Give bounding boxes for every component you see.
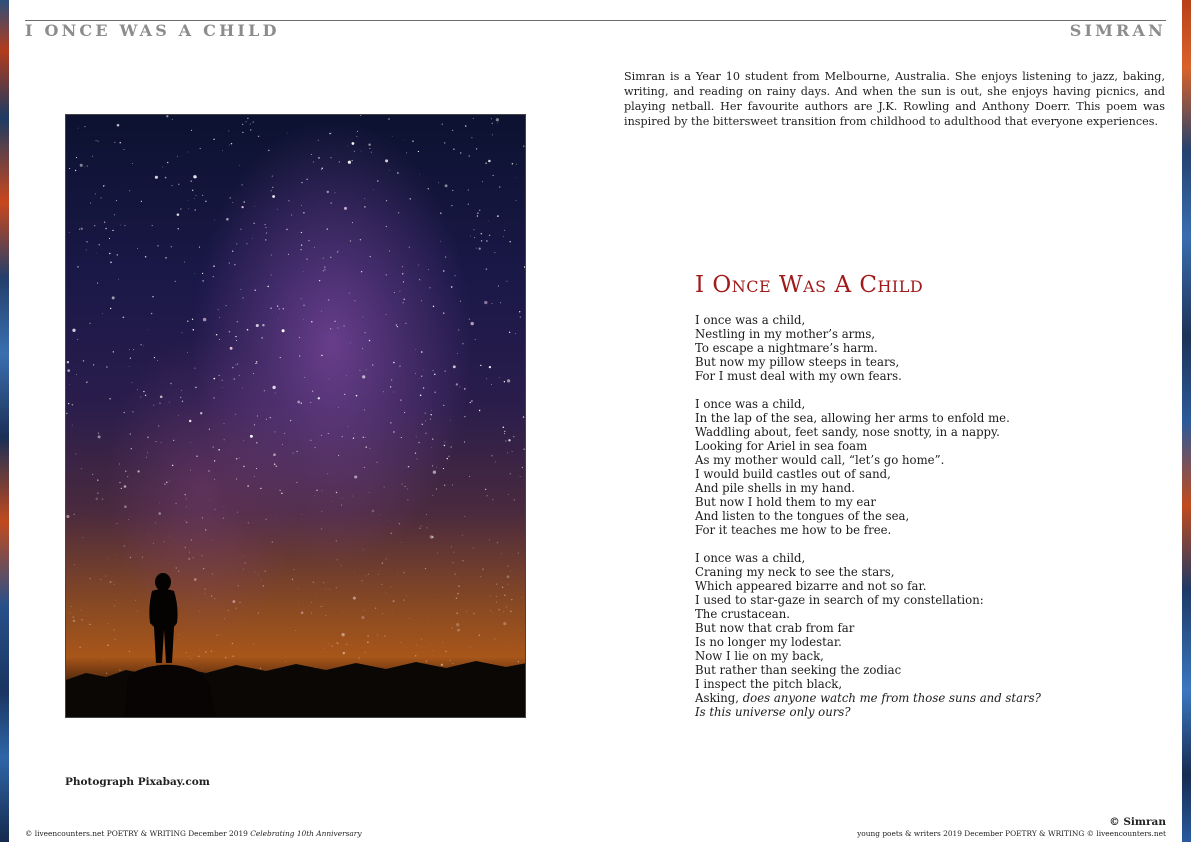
poem-title: I Once Was A Child (695, 272, 924, 298)
decorative-right-edge (1182, 0, 1191, 842)
poem-line: I would build castles out of sand, (695, 467, 891, 481)
poem-final-line: Is this universe only ours? (695, 705, 851, 719)
milky-way-image (66, 115, 526, 718)
poem-line: But now that crab from far (695, 621, 855, 635)
poem-line: For I must deal with my own fears. (695, 369, 902, 383)
poem-line: I used to star-gaze in search of my constellation: (695, 593, 984, 607)
poem-line: The crustacean. (695, 607, 790, 621)
poem-line: Now I lie on my back, (695, 649, 824, 663)
poem-line: I once was a child, (695, 313, 806, 327)
poem-line: And pile shells in my hand. (695, 481, 855, 495)
poem-line: But now my pillow steeps in tears, (695, 355, 900, 369)
footer-left-text: © liveencounters.net POETRY & WRITING December 2019 (25, 829, 251, 838)
poem-line: To escape a nightmare’s harm. (695, 341, 878, 355)
footer-left (25, 829, 362, 838)
poem-line: In the lap of the sea, allowing her arms to enfold me. (695, 411, 1010, 425)
poem-line: Is no longer my lodestar. (695, 635, 842, 649)
copyright-notice: © Simran (1109, 816, 1166, 828)
poem-line-italic: does anyone watch me from those suns and stars? (742, 691, 1041, 705)
poem-stanza-2 (695, 397, 1125, 537)
author-bio: Simran is a Year 10 student from Melbourne, Australia. She enjoys listening to jazz, baking, writing, and reading on rainy days. And when the sun is out, she enjoys having picnics, and playing netball. Her favourite authors are J.K. Rowling and Anthony Doerr. This poem was inspired by the bittersweet transition from childhood to adulthood that everyone experiences. (624, 70, 1165, 128)
poem-line: I inspect the pitch black, (695, 677, 843, 691)
poem-line-question (695, 691, 1125, 705)
poem-line-prefix: Asking, (695, 691, 743, 705)
running-header-author: SIMRAN (1069, 21, 1166, 40)
footer-right: young poets & writers 2019 December POETRY & WRITING © liveencounters.net (857, 829, 1166, 838)
poem-line: I once was a child, (695, 551, 806, 565)
running-header-title: I ONCE WAS A CHILD (25, 21, 280, 40)
poem-line: I once was a child, (695, 397, 806, 411)
night-sky-photo (65, 114, 526, 718)
person-silhouette (149, 573, 177, 663)
poem-stanza-3 (695, 551, 1125, 719)
poem-line: And listen to the tongues of the sea, (695, 509, 910, 523)
poem-line: Nestling in my mother’s arms, (695, 327, 876, 341)
photo-caption: Photograph Pixabay.com (65, 776, 210, 788)
decorative-left-edge (0, 0, 9, 842)
footer-left-italic: Celebrating 10th Anniversary (250, 829, 362, 838)
poem-stanza-1 (695, 313, 1125, 383)
poem-line: Craning my neck to see the stars, (695, 565, 895, 579)
poem-line: Which appeared bizarre and not so far. (695, 579, 927, 593)
poem-line: But now I hold them to my ear (695, 495, 876, 509)
poem-line: As my mother would call, “let’s go home”. (695, 453, 945, 467)
poem-body (695, 313, 1125, 733)
poem-line: Waddling about, feet sandy, nose snotty, in a nappy. (695, 425, 1000, 439)
poem-line: But rather than seeking the zodiac (695, 663, 902, 677)
poem-line: For it teaches me how to be free. (695, 523, 892, 537)
poem-line: Looking for Ariel in sea foam (695, 439, 868, 453)
